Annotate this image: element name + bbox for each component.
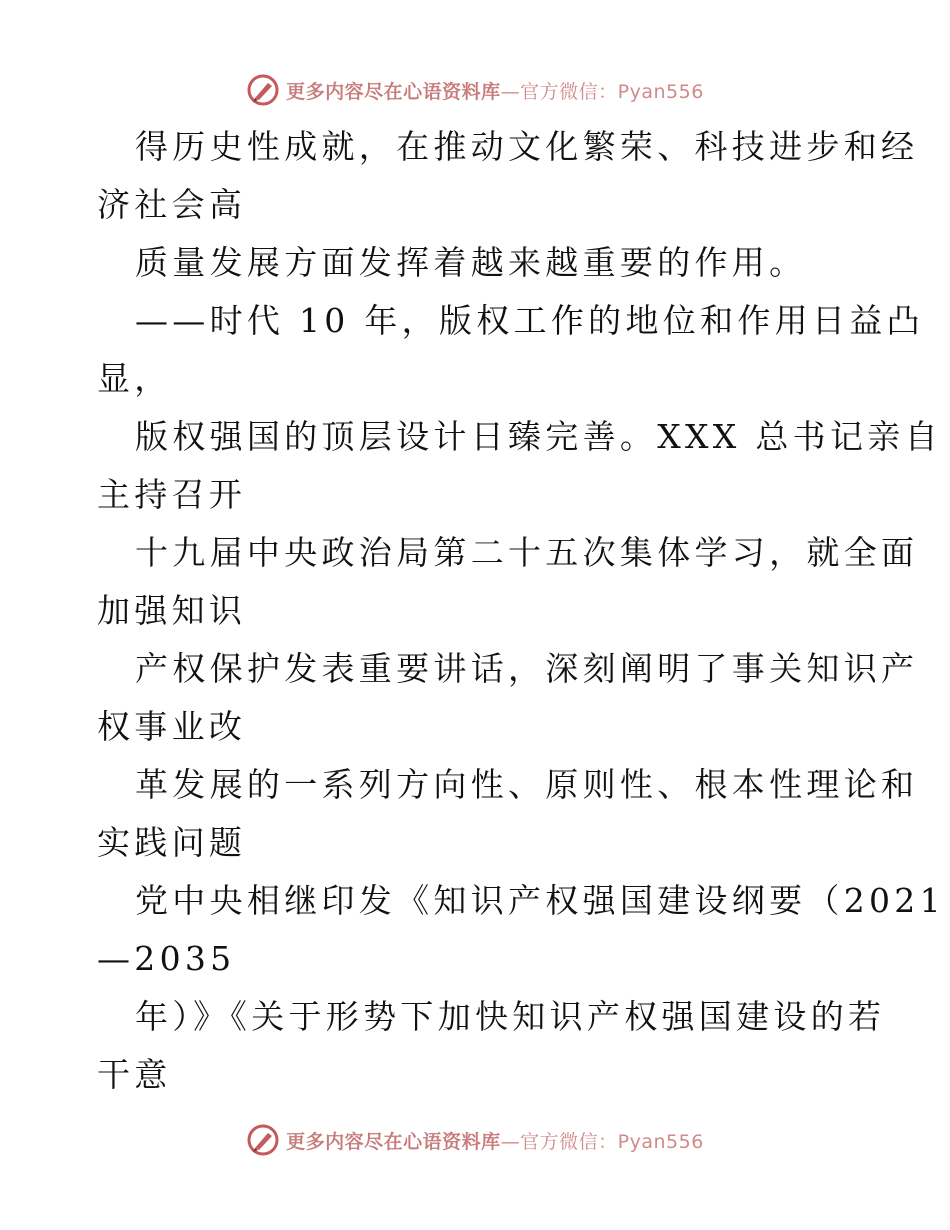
text-line: 得历史性成就，在推动文化繁荣、科技进步和经 bbox=[135, 127, 919, 166]
text-line: 权事业改 bbox=[97, 707, 247, 746]
text-line: 版权强国的顶层设计日臻完善。XXX 总书记亲自 bbox=[135, 417, 942, 456]
text-line: 加强知识 bbox=[97, 591, 247, 630]
pen-logo-icon bbox=[246, 1123, 280, 1157]
text-line: 党中央相继印发《知识产权强国建设纲要（2021 bbox=[135, 881, 945, 920]
text-line: 产权保护发表重要讲话，深刻阐明了事关知识产 bbox=[135, 649, 919, 688]
text-line: 十九届中央政治局第二十五次集体学习，就全面 bbox=[135, 533, 919, 572]
text-line: 干意 bbox=[97, 1055, 172, 1094]
pen-logo-icon bbox=[246, 73, 280, 107]
text-line: 年）》《关于形势下加快知识产权强国建设的若 bbox=[135, 997, 886, 1036]
watermark-text-wechat: —官方微信：Pyan556 bbox=[500, 1130, 704, 1153]
watermark-text-cn: 更多内容尽在心语资料库 bbox=[286, 80, 501, 103]
footer-watermark bbox=[0, 1120, 950, 1160]
text-line: 革发展的一系列方向性、原则性、根本性理论和 bbox=[135, 765, 919, 804]
watermark-text bbox=[286, 77, 704, 104]
text-line: 显， bbox=[97, 359, 172, 398]
document-body bbox=[97, 118, 945, 1104]
watermark-text-cn: 更多内容尽在心语资料库 bbox=[286, 1130, 501, 1153]
text-line: 质量发展方面发挥着越来越重要的作用。 bbox=[135, 243, 807, 282]
text-line: ——时代 10 年，版权工作的地位和作用日益凸 bbox=[135, 301, 924, 340]
text-line: 济社会高 bbox=[97, 185, 247, 224]
watermark-text bbox=[286, 1127, 704, 1154]
watermark-text-wechat: —官方微信：Pyan556 bbox=[500, 80, 704, 103]
header-watermark bbox=[0, 70, 950, 110]
text-line: 实践问题 bbox=[97, 823, 247, 862]
text-line: —2035 bbox=[97, 939, 236, 978]
text-line: 主持召开 bbox=[97, 475, 247, 514]
